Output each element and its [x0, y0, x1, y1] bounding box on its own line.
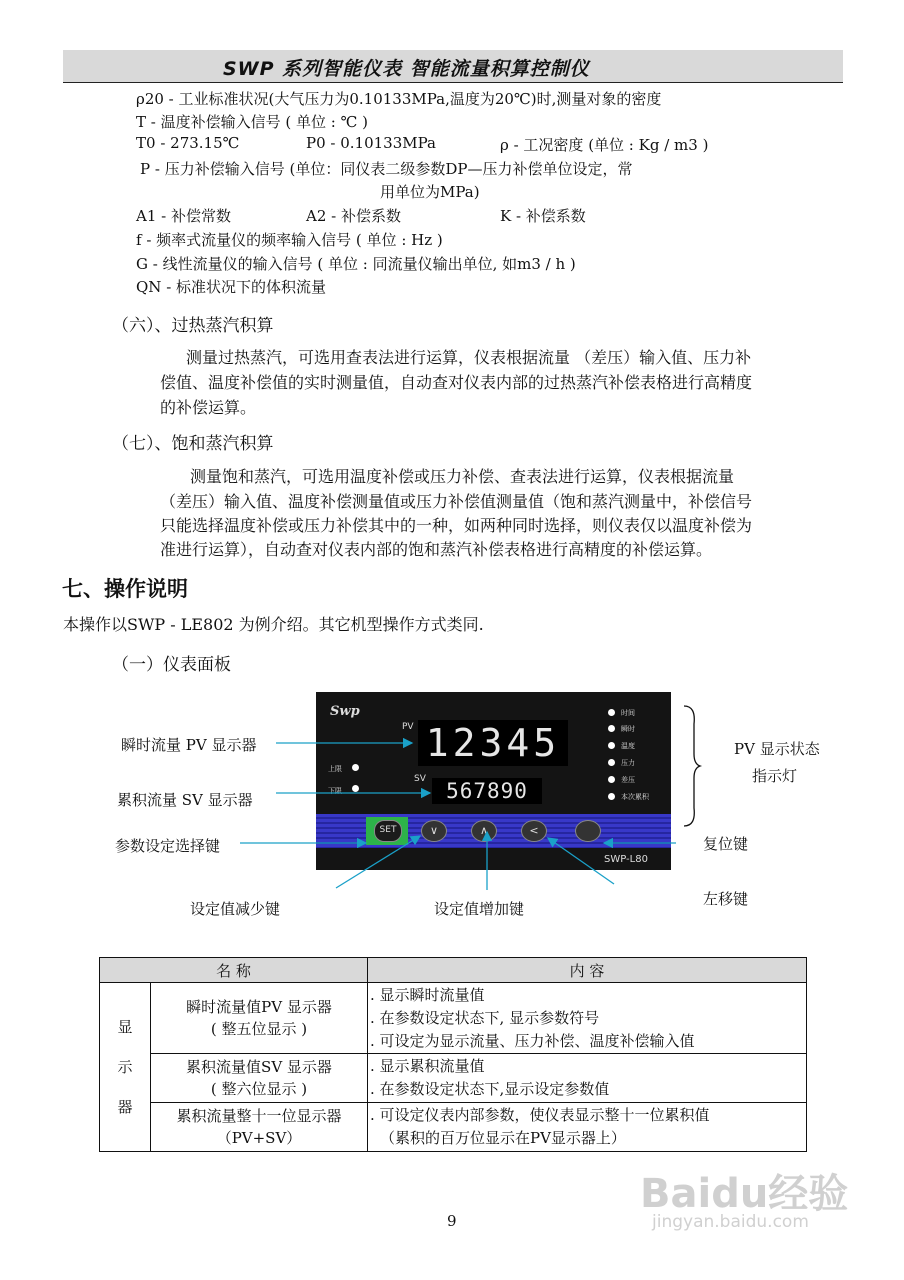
led-label-upper: 上限	[328, 765, 342, 773]
header-title: SWP 系列智能仪表 智能流量积算控制仪	[223, 58, 590, 80]
table-header-content: 内 容	[368, 958, 807, 983]
panel-model: SWP-L80	[604, 854, 648, 865]
group-char-3: 器	[117, 1098, 133, 1116]
group-char-2: 示	[117, 1058, 133, 1076]
callout-param-key: 参数设定选择键	[115, 837, 221, 855]
section6-heading: （六）、过热蒸汽积算	[112, 316, 274, 336]
set-key-label: SET	[374, 820, 402, 842]
table-header-name: 名 称	[100, 958, 368, 983]
row2-content-line1: . 显示累积流量值	[370, 1057, 485, 1075]
callout-left-key: 左移键	[703, 890, 749, 908]
section7-heading: （七）、饱和蒸汽积算	[112, 434, 274, 454]
chevron-down-icon: ∨	[421, 820, 447, 842]
section7-line3: 只能选择温度补偿或压力补偿其中的一种，如两种同时选择，则仪表仅以温度补偿为	[160, 516, 753, 535]
status-label-1: 时间	[621, 709, 635, 717]
callout-decrease-key: 设定值减少键	[190, 900, 281, 918]
def-a2: A2 - 补偿系数	[306, 207, 401, 225]
row1-content-line2: . 在参数设定状态下, 显示参数符号	[370, 1008, 600, 1027]
status-label-4: 压力	[621, 759, 635, 767]
def-p0: P0 - 0.10133MPa	[306, 134, 436, 152]
row2-name	[151, 1054, 368, 1103]
chevron-up-icon: ∧	[471, 820, 497, 842]
section6-line2: 偿值、温度补偿值的实时测量值，自动查对仪表内部的过热蒸汽补偿表格进行高精度	[160, 373, 753, 392]
def-rho: ρ - 工况密度 (单位 : Kg / m3 )	[500, 136, 709, 154]
watermark-url: jingyan.baidu.com	[652, 1212, 809, 1232]
callout-sv-display: 累积流量 SV 显示器	[117, 791, 253, 809]
watermark-brand: Baidu经验	[640, 1171, 849, 1217]
sv-display: 567890	[432, 778, 542, 804]
section7-line2: （差压）输入值、温度补偿测量值或压力补偿值测量值（饱和蒸汽测量中，补偿信号	[160, 492, 753, 511]
def-a1: A1 - 补偿常数	[136, 207, 231, 225]
section6-line3: 的补偿运算。	[160, 398, 257, 417]
def-p-line1: P - 压力补偿输入信号 (单位：同仪表二级参数DP—压力补偿单位设定，常	[140, 160, 633, 178]
row1-name-line1: 瞬时流量值PV 显示器	[186, 998, 332, 1016]
def-f: f - 频率式流量仪的频率输入信号 ( 单位 : Hz )	[136, 231, 443, 249]
table-row	[100, 1103, 807, 1152]
section7-line1: 测量饱和蒸汽，可选用温度补偿或压力补偿、查表法进行运算，仪表根据流量	[190, 467, 735, 486]
callout-pv-display: 瞬时流量 PV 显示器	[121, 736, 257, 754]
row2-name-line1: 累积流量值SV 显示器	[186, 1058, 332, 1076]
row2-content	[368, 1054, 807, 1103]
status-brace	[684, 706, 700, 826]
def-g: G - 线性流量仪的输入信号 ( 单位 : 同流量仪输出单位, 如m3 / h )	[136, 255, 576, 273]
def-qn: QN - 标准状况下的体积流量	[136, 278, 327, 296]
row1-content	[368, 983, 807, 1054]
row3-name-line2: （PV+SV）	[216, 1129, 302, 1147]
pv-tag: PV	[402, 722, 414, 732]
display-table	[99, 957, 807, 1152]
table-header-row	[100, 958, 807, 983]
table-row	[100, 983, 807, 1054]
callout-status-line1: PV 显示状态	[734, 740, 820, 758]
operation-intro: 本操作以SWP - LE802 为例介绍。其它机型操作方式类同.	[63, 615, 484, 634]
def-p-line2: 用单位为MPa)	[380, 183, 480, 201]
chevron-left-icon: <	[521, 820, 547, 842]
arrow-left	[548, 838, 614, 884]
table-row	[100, 1054, 807, 1103]
operation-heading: 七、操作说明	[62, 577, 188, 601]
section6-line1: 测量过热蒸汽，可选用查表法进行运算，仪表根据流量 （差压）输入值、压力补	[186, 348, 752, 367]
arrow-decrease	[336, 836, 420, 888]
callout-increase-key: 设定值增加键	[434, 900, 525, 918]
row3-name	[151, 1103, 368, 1152]
led-label-lower: 下限	[328, 787, 342, 795]
status-label-3: 温度	[621, 742, 635, 750]
def-t0: T0 - 273.15℃	[136, 134, 240, 152]
table-group-cell	[100, 983, 151, 1152]
section7-line4: 准进行运算），自动查对仪表内部的饱和蒸汽补偿表格进行高精度的补偿运算。	[160, 540, 713, 559]
row3-content	[368, 1103, 807, 1152]
row1-content-line3: . 可设定为显示流量、压力补偿、温度补偿输入值	[370, 1031, 695, 1050]
status-label-2: 瞬时	[621, 725, 635, 733]
row1-content-line1: . 显示瞬时流量值	[370, 985, 485, 1004]
def-rho20: ρ20 - 工业标准状况(大气压力为0.10133MPa,温度为20℃)时,测量对象的密度	[136, 90, 662, 108]
row1-name-line2: ( 整五位显示 )	[210, 1020, 308, 1038]
panel-logo: Swp	[330, 704, 360, 719]
callout-reset-key: 复位键	[703, 835, 749, 853]
def-t: T - 温度补偿输入信号 ( 单位 : ℃ )	[136, 113, 368, 131]
row1-name	[151, 983, 368, 1054]
row2-name-line2: ( 整六位显示 )	[210, 1080, 308, 1098]
row3-content-line1: . 可设定仪表内部参数，使仪表显示整十一位累积值	[370, 1106, 710, 1124]
pv-display: 12345	[418, 720, 568, 766]
panel-heading: （一）仪表面板	[112, 655, 231, 675]
callout-status-line2: 指示灯	[752, 767, 798, 785]
status-label-5: 差压	[621, 776, 635, 784]
status-label-6: 本次累积	[621, 793, 649, 801]
sv-tag: SV	[414, 774, 426, 784]
row2-content-line2: . 在参数设定状态下,显示设定参数值	[370, 1080, 610, 1098]
page-number: 9	[447, 1212, 457, 1230]
def-k: K - 补偿系数	[500, 207, 586, 225]
row3-content-line2: （累积的百万位显示在PV显示器上）	[380, 1129, 626, 1147]
row3-name-line1: 累积流量整十一位显示器	[176, 1107, 342, 1125]
group-char-1: 显	[117, 1018, 133, 1036]
